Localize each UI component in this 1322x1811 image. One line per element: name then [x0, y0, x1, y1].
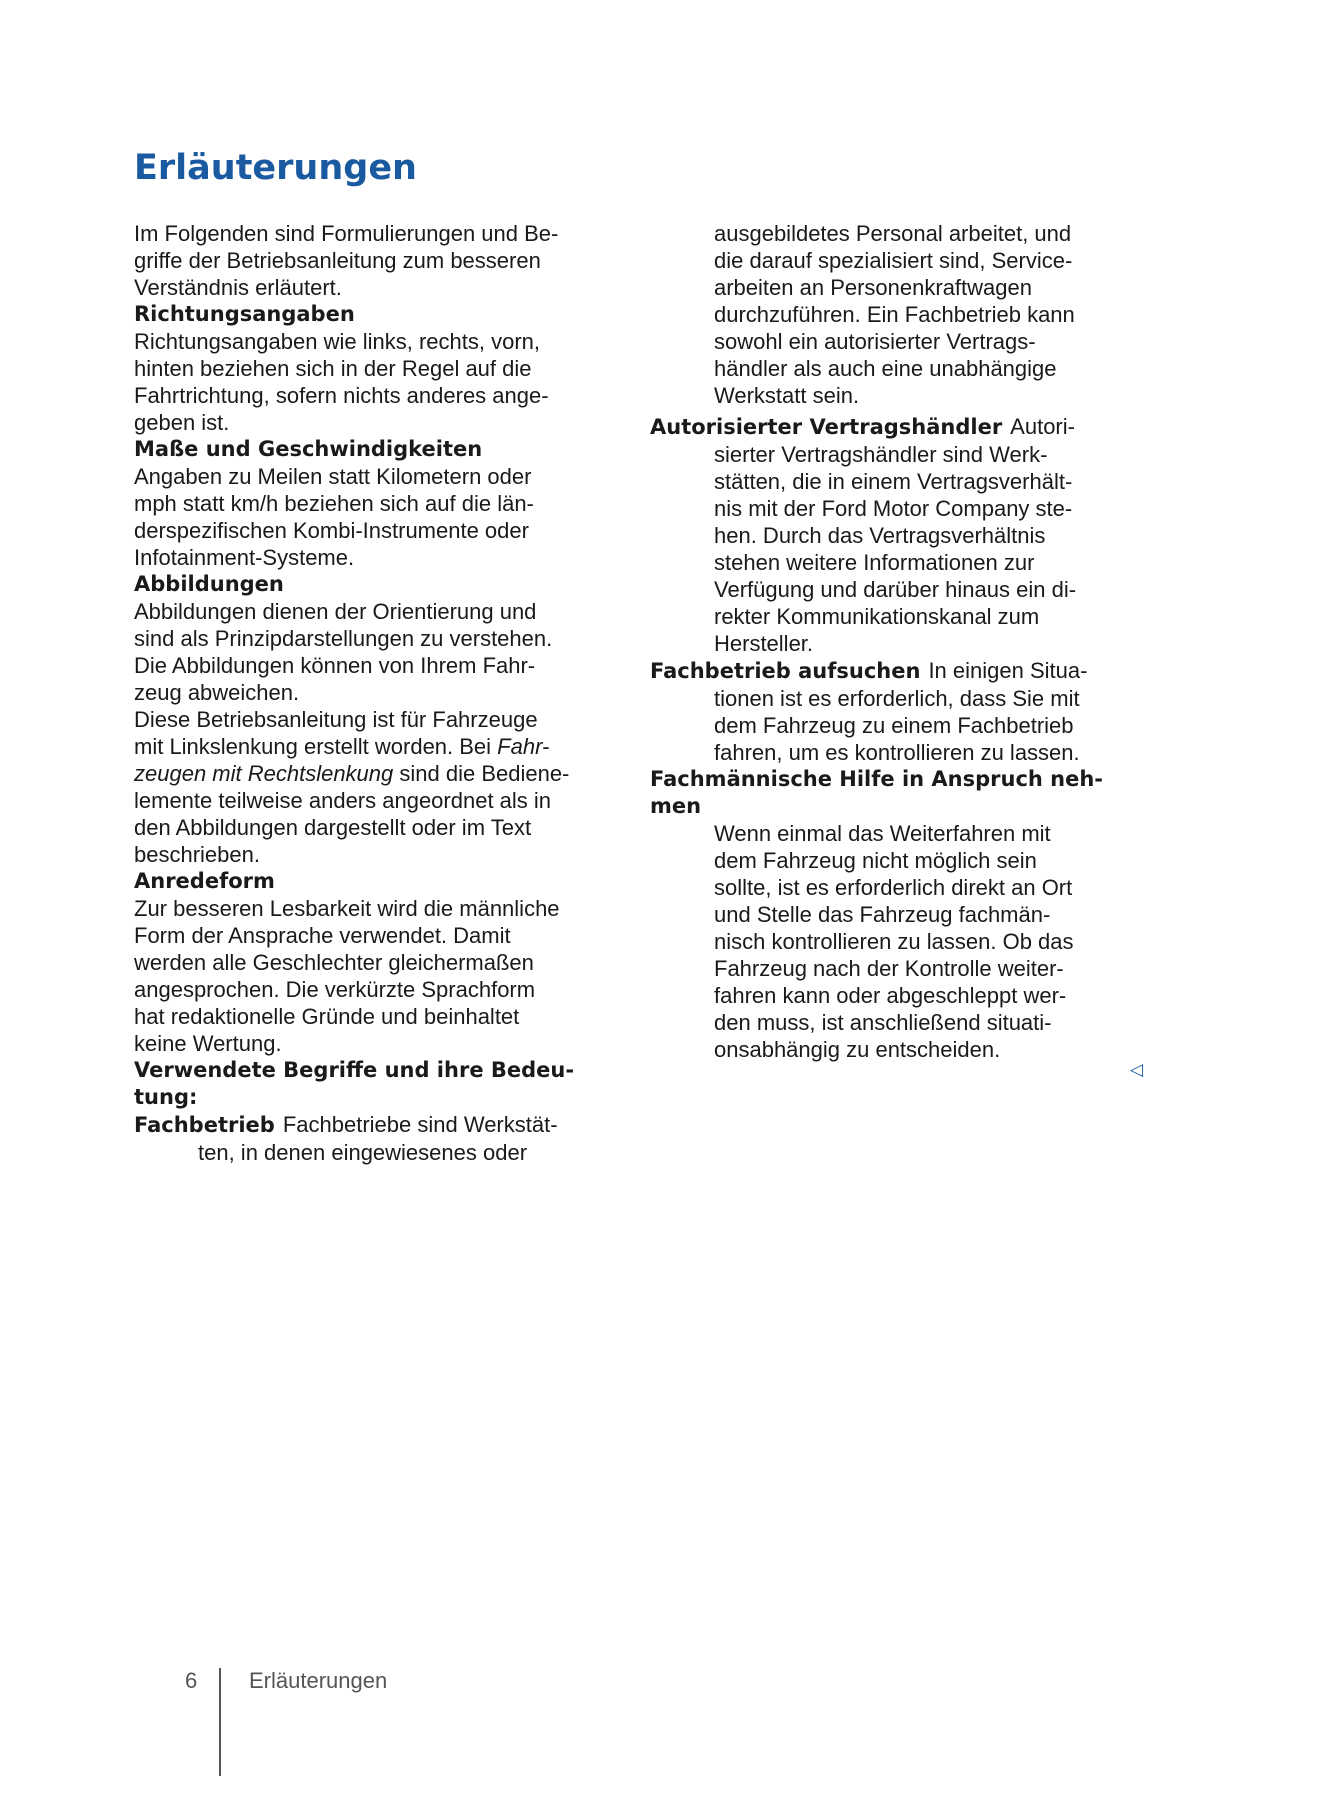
- section-heading-richtungsangaben: Richtungsangaben: [134, 302, 355, 326]
- term-fachbetrieb-continued: ausgebildetes Personal arbeitet, und die darauf spezialisiert sind, Service- arbeiten an Personenkraftwagen durchzuführen. Ein Fachbetrieb kann sowohl ein autorisierter Vertrags- händler als auch eine unabhängige Werkstatt sein.: [714, 221, 1075, 408]
- term-fachmaennische-hilfe-text: Wenn einmal das Weiterfahren mit dem Fahrzeug nicht möglich sein sollte, ist es erforderlich direkt an Ort und Stelle das Fahrzeug fachmän- nisch kontrollieren zu lassen. Ob das Fahrzeug nach der Kontrolle weiter- fahren kann oder abgeschleppt wer- den muss, ist anschließend situati- onsabhängig zu entscheiden.: [714, 821, 1074, 1062]
- page-number: 6: [185, 1668, 198, 1693]
- section-text-linkslenkung: Diese Betriebsanleitung ist für Fahrzeuge mit Linkslenkung erstellt worden. Bei Fahr- zeugen mit Rechtslenkung sind die Bediene- lemente teilweise anders angeordnet als in den Abbildungen dargestellt oder im Text beschrieben.: [134, 707, 570, 867]
- section-heading-abbildungen: Abbildungen: [134, 572, 284, 596]
- section-text-masse: Angaben zu Meilen statt Kilometern oder mph statt km/h beziehen sich auf die län- derspezifischen Kombi-Instrumente oder Infotainment-Systeme.: [134, 464, 534, 570]
- section-text-richtungsangaben: Richtungsangaben wie links, rechts, vorn, hinten beziehen sich in der Regel auf die Fahrtrichtung, sofern nichts anderes ange- geben ist.: [134, 329, 549, 435]
- footer-divider: [219, 1668, 221, 1776]
- page-title: Erläuterungen: [134, 148, 417, 188]
- section-heading-begriffe: Verwendete Begriffe und ihre Bedeu- tung:: [134, 1058, 575, 1109]
- term-fachbetrieb-aufsuchen: Fachbetrieb aufsuchen In einigen Situa- tionen ist es erforderlich, dass Sie mit dem Fahrzeug zu einem Fachbetrieb fahren, um es kontrollieren zu lassen.: [650, 658, 1088, 765]
- section-end-triangle-icon: ◁: [1130, 1060, 1144, 1079]
- intro-paragraph: Im Folgenden sind Formulierungen und Be- griffe der Betriebsanleitung zum besseren Verständnis erläutert.: [134, 221, 559, 300]
- term-autorisierter-vertragshaendler: Autorisierter Vertragshändler Autori- sierter Vertragshändler sind Werk- stätten, die in einem Vertragsverhält- nis mit der Ford Motor Company ste- hen. Durch das Vertragsverhältnis stehen weitere Informationen zur Verfügung und darüber hinaus ein di- rekter Kommunikationskanal zum Hersteller.: [650, 414, 1077, 656]
- section-heading-anredeform: Anredeform: [134, 869, 275, 893]
- footer-section-title: Erläuterungen: [249, 1668, 388, 1693]
- section-text-anredeform: Zur besseren Lesbarkeit wird die männliche Form der Ansprache verwendet. Damit werden alle Geschlechter gleichermaßen angesprochen. Die verkürzte Sprachform hat redaktionelle Gründe und beinhaltet keine Wertung.: [134, 896, 560, 1056]
- term-name-fachmaennische-hilfe: Fachmännische Hilfe in Anspruch neh- men: [650, 767, 1104, 818]
- term-fachbetrieb: Fachbetrieb Fachbetriebe sind Werkstät- ten, in denen eingewiesenes oder: [134, 1112, 558, 1165]
- term-name: Autorisierter Vertragshändler: [650, 415, 1003, 439]
- right-column: [650, 220, 1140, 1063]
- term-name: Fachbetrieb: [134, 1113, 275, 1137]
- section-heading-masse: Maße und Geschwindigkeiten: [134, 437, 483, 461]
- section-text-abbildungen: Abbildungen dienen der Orientierung und sind als Prinzipdarstellungen zu verstehen. Die Abbildungen können von Ihrem Fahr- zeug abweichen.: [134, 599, 553, 705]
- left-column: [134, 220, 614, 1166]
- term-name: Fachbetrieb aufsuchen: [650, 659, 921, 683]
